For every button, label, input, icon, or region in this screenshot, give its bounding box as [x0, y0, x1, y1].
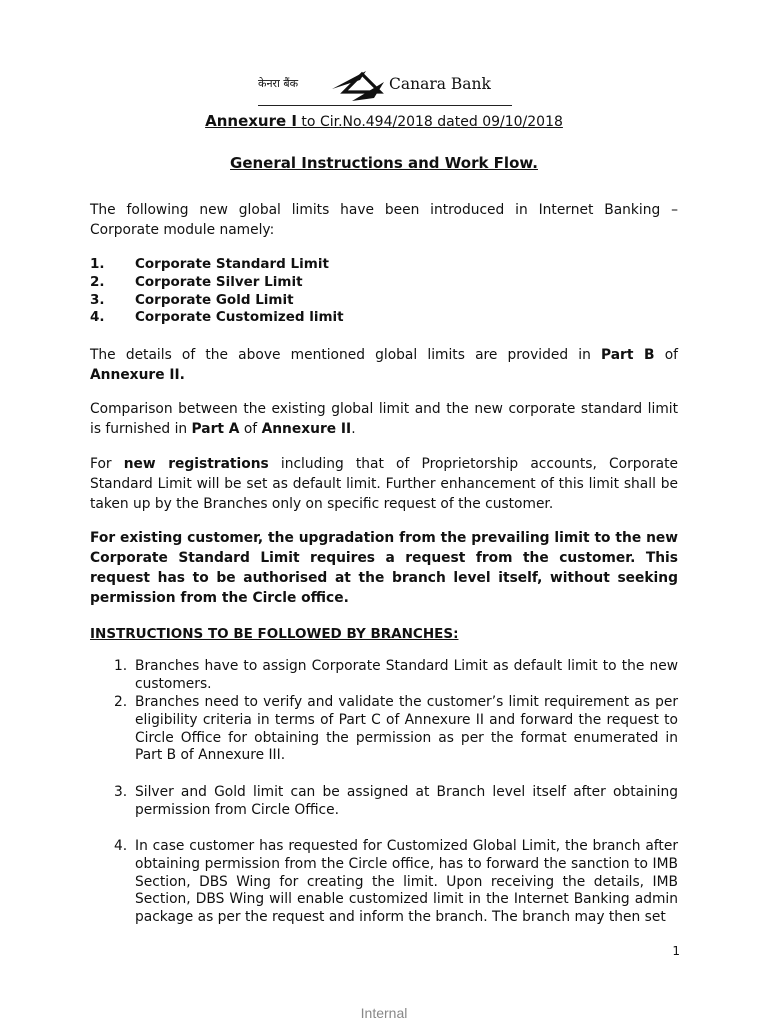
list-item: 3. Corporate Gold Limit: [90, 291, 294, 308]
existing-customer-paragraph: For existing customer, the upgradation from the prevailing limit to the new Corporate Standard Limit requires a request from the customer. This request has to be authorised at the branch level itself, without seeking permission from the Circle office.: [90, 530, 678, 606]
comparison-paragraph: Comparison between the existing global limit and the new corporate standard limit is furnished in Part A of Annexure II.: [90, 401, 678, 437]
bank-name: Canara Bank: [389, 75, 491, 93]
list-item: 1. Branches have to assign Corporate Standard Limit as default limit to the new customers.: [114, 658, 678, 692]
details-paragraph: The details of the above mentioned global limits are provided in Part B of Annexure II.: [90, 347, 678, 383]
classification-footer: Internal: [360, 1005, 408, 1021]
annexure-label: Annexure I: [205, 112, 297, 130]
list-item: 2. Branches need to verify and validate the customer’s limit requirement as per eligibility criteria in terms of Part C of Annexure II and forward the request to Circle Office for obtaining the permission as per the format enumerated in Part B of Annexure III.: [114, 694, 678, 764]
bank-header: [258, 66, 512, 108]
limits-list: [90, 256, 650, 327]
list-item: 2. Corporate Silver Limit: [90, 273, 303, 290]
list-item: 1. Corporate Standard Limit: [90, 256, 329, 272]
document-title: General Instructions and Work Flow.: [230, 154, 538, 172]
intro-paragraph: The following new global limits have been introduced in Internet Banking – Corporate module namely:: [90, 202, 678, 238]
circular-reference: to Cir.No.494/2018 dated 09/10/2018: [296, 114, 563, 130]
instructions-heading: INSTRUCTIONS TO BE FOLLOWED BY BRANCHES:: [90, 626, 459, 642]
list-item: 3. Silver and Gold limit can be assigned at Branch level itself after obtaining permission from Circle Office.: [114, 784, 678, 818]
page-number: 1: [672, 944, 680, 958]
new-registrations-paragraph: For new registrations including that of Proprietorship accounts, Corporate Standard Limit will be set as default limit. Further enhancement of this limit shall be taken up by the Branches only on specific request of the customer.: [90, 456, 678, 512]
header-divider: [258, 105, 512, 106]
canara-bank-logo-icon: [330, 68, 388, 104]
bank-name-hindi: केनरा बैंक: [258, 77, 299, 90]
annexure-reference: [0, 112, 768, 130]
list-item: 4. Corporate Customized limit: [90, 309, 344, 326]
list-item: 4. In case customer has requested for Customized Global Limit, the branch after obtaining permission from the Circle office, has to forward the sanction to IMB Section, DBS Wing for creating the limit. Upon receiving the details, IMB Section, DBS Wing will enable customized limit in the Internet Banking admin package as per the request and inform the branch. The branch may then set: [114, 838, 678, 926]
